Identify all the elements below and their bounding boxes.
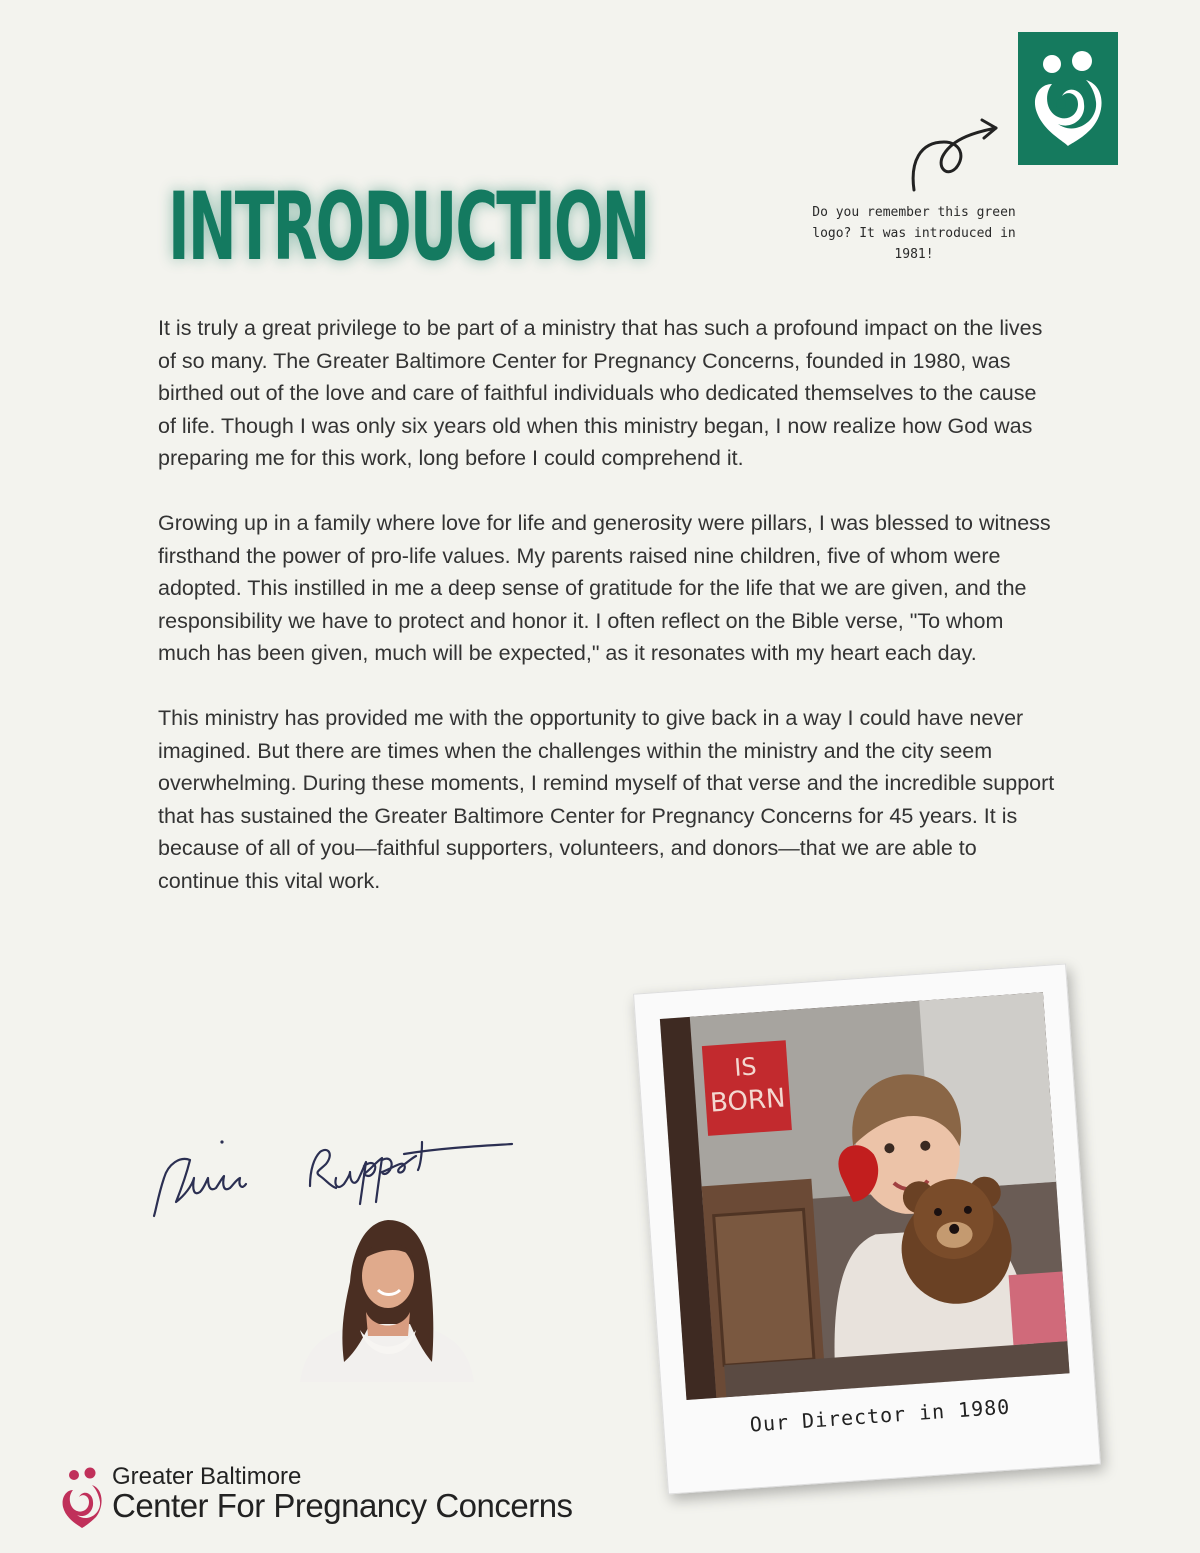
paragraph: It is truly a great privilege to be part of a ministry that has such a profound impact on the lives of so many. The Greater Baltimore Center for Pregnancy Concerns, founded in 1980, was birthed out of the love and care of faithful individuals who dedicated themselves to the cause of life. Though I was only six years old when this ministry began, I now realize how God was preparing me for this work, long before I could comprehend it.: [158, 316, 1043, 470]
footer-brand: [60, 1465, 620, 1535]
director-portrait: [300, 1212, 474, 1382]
mother-child-heart-icon: [1028, 44, 1108, 154]
logo-note: Do you remember this green logo? It was introduced in 1981!: [812, 205, 1016, 262]
pink-heart-logo-icon: [60, 1465, 106, 1529]
page-title: INTRODUCTION: [168, 173, 649, 282]
curly-arrow-icon: [900, 112, 1010, 202]
paragraph: Growing up in a family where love for life and generosity were pillars, I was blessed to witness firsthand the power of pro-life values. My parents raised nine children, five of whom were adopted. This instilled in me a deep sense of gratitude for the life that we are given, and the responsibility we have to protect and honor it. I often reflect on the Bible verse, "To whom much has been given, much will be expected," as it resonates with my heart each day.: [158, 511, 1051, 665]
intro-body: [158, 312, 1058, 930]
banner-line-1: IS: [733, 1052, 758, 1082]
signature: [150, 1130, 530, 1225]
footer-line-2: Center For Pregnancy Concerns: [112, 1487, 573, 1524]
paragraph: This ministry has provided me with the opportunity to give back in a way I could have never imagined. But there are times when the challenges within the ministry and the city seem overwhelming. During these moments, I remind myself of that verse and the incredible support that has sustained the Greater Baltimore Center for Pregnancy Concerns for 45 years. It is because of all of you—faithful supporters, volunteers, and donors—that we are able to continue this vital work.: [158, 706, 1055, 893]
photo-caption: Our Director in 1980: [749, 1394, 1011, 1437]
child-with-teddy-bear-image: [660, 992, 1070, 1400]
polaroid-photo: [633, 963, 1101, 1494]
footer-line-1: Greater Baltimore: [112, 1463, 302, 1490]
childhood-photo: [660, 992, 1070, 1400]
banner-line-2: BORN: [709, 1083, 787, 1119]
brand-logo-green: [1018, 32, 1118, 165]
